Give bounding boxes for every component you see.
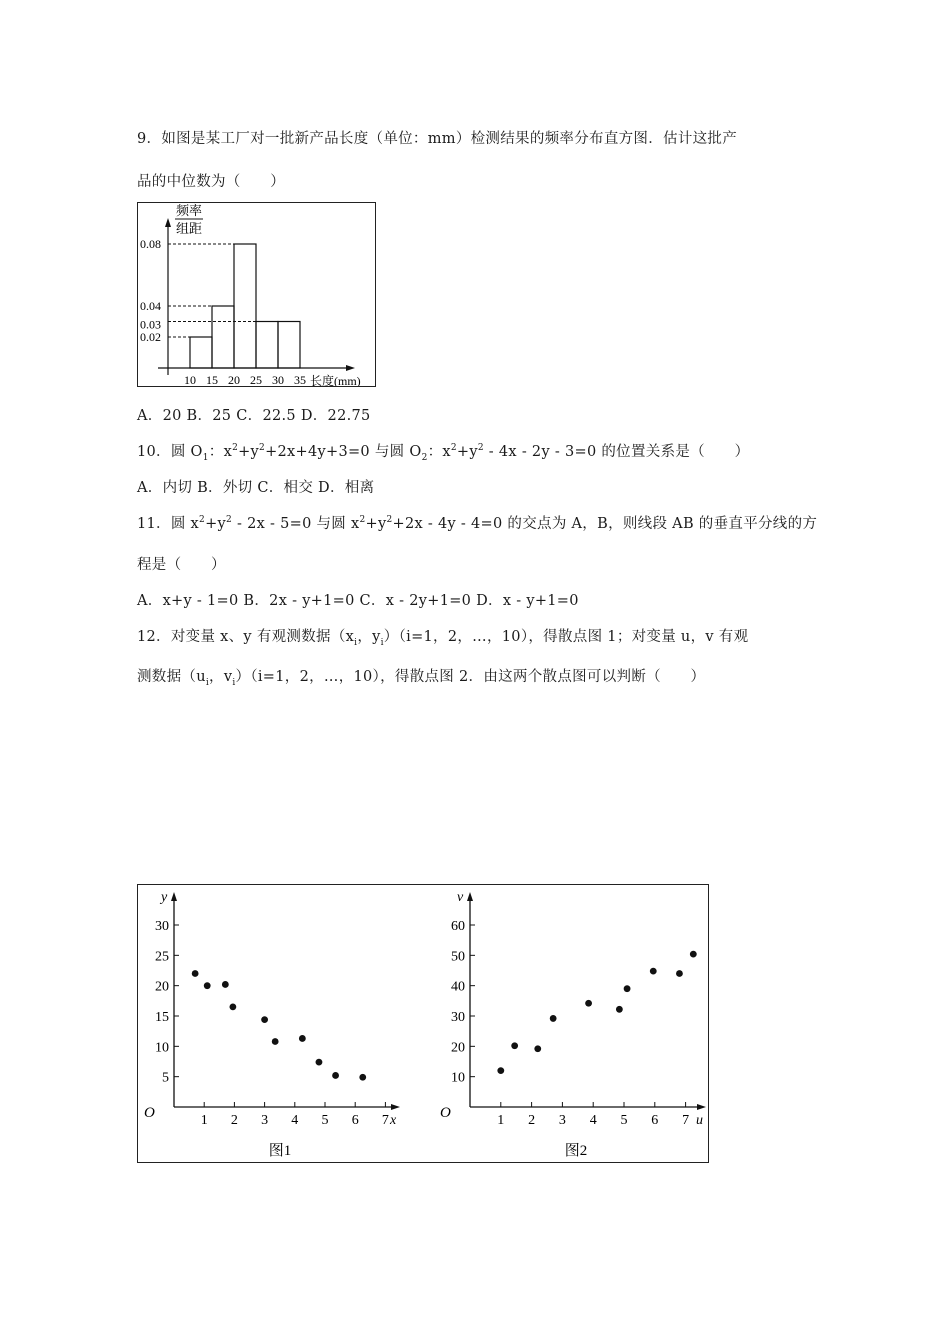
- q10-line: [137, 440, 749, 463]
- scatter1-ytick-0: 5: [162, 1070, 169, 1086]
- scatter1-xtick-2: 3: [261, 1113, 269, 1128]
- scatter2-point-8: [676, 970, 683, 977]
- q11-sup-d: 2: [386, 515, 393, 526]
- scatter1-xtick-3: 4: [291, 1113, 299, 1128]
- scatter2-xtick-2: 3: [558, 1113, 566, 1128]
- hist-xlabel: 长度(mm): [310, 374, 361, 386]
- q10-options: A．内切 B．外切 C．相交 D．相离: [137, 480, 375, 496]
- q11-text-a: 11．圆 x: [137, 516, 200, 532]
- histogram-figure: [137, 202, 376, 387]
- scatter-charts: [138, 885, 708, 1162]
- scatter1-ytick-5: 30: [155, 919, 169, 934]
- hist-ytick-2: 0.03: [140, 317, 161, 332]
- scatter1-ytick-4: 25: [155, 949, 169, 965]
- scatter2-xtick-1: 2: [528, 1113, 536, 1128]
- q10-text-b: ：x: [208, 444, 233, 460]
- scatter2-y-arrow: [467, 892, 473, 901]
- scatter1-xtick-6: 7: [381, 1113, 389, 1128]
- hist-ylabel-top: 频率: [176, 203, 203, 218]
- scatter2-ytick-5: 60: [451, 919, 465, 934]
- hist-ytick-3: 0.02: [140, 330, 161, 344]
- q10-text-e: ：x: [427, 444, 451, 460]
- scatter1-ytick-3: 20: [155, 979, 169, 995]
- scatter2-ytick-3: 40: [451, 979, 465, 995]
- scatter2-ylabel: v: [457, 890, 464, 905]
- scatter1-point-4: [261, 1016, 268, 1023]
- scatter1-xlabel: x: [390, 1113, 397, 1128]
- scatter2-ytick-2: 30: [451, 1010, 465, 1025]
- scatter1-point-6: [299, 1035, 306, 1042]
- scatter1-ytick-1: 10: [155, 1040, 169, 1056]
- scatter1-xtick-1: 2: [230, 1113, 238, 1128]
- scatter1-point-3: [229, 1004, 236, 1011]
- hist-xtick-5: 35: [294, 373, 306, 386]
- q11-line2: 程是（ ）: [137, 557, 226, 573]
- hist-xtick-3: 25: [250, 373, 262, 386]
- q10-sup-a: 2: [232, 443, 239, 454]
- q12-sub-c: i: [205, 677, 210, 688]
- q12-text-a: 12．对变量 x、y 有观测数据（x: [137, 629, 355, 645]
- scatter1-point-5: [272, 1038, 279, 1045]
- hist-y-arrow: [165, 218, 171, 227]
- q9-line1: 9．如图是某工厂对一批新产品长度（单位：mm）检测结果的频率分布直方图．估计这批产: [137, 131, 738, 147]
- scatter1-origin: O: [144, 1105, 155, 1121]
- q11-text-b: +y: [205, 516, 227, 532]
- scatter-figure: [137, 884, 709, 1163]
- hist-xtick-0: 10: [184, 373, 196, 386]
- scatter1-point-0: [192, 970, 199, 977]
- hist-bar-4: [278, 322, 300, 369]
- scatter2-point-6: [624, 985, 631, 992]
- q12-sub-a: i: [354, 637, 358, 648]
- q9-line2: 品的中位数为（ ）: [137, 174, 285, 190]
- scatter1-title: 图1: [268, 1143, 292, 1159]
- histogram-chart: [138, 203, 375, 386]
- scatter2-x-arrow: [697, 1104, 706, 1110]
- scatter1-point-7: [316, 1059, 323, 1066]
- q12-text-f: ）（i=1，2，…，10），得散点图 2．由这两个散点图可以判断（ ）: [235, 669, 706, 685]
- q10-sup-d: 2: [477, 443, 484, 454]
- q9-options: A．20 B．25 C．22.5 D．22.75: [137, 408, 371, 424]
- scatter2-xlabel: u: [696, 1113, 703, 1128]
- scatter2-ytick-4: 50: [451, 949, 465, 965]
- q11-text-e: +2x - 4y - 4=0 的交点为 A，B，则线段 AB 的垂直平分线的方: [392, 516, 818, 532]
- scatter1-point-2: [222, 981, 229, 988]
- scatter2-point-1: [511, 1042, 518, 1049]
- scatter-panel-2: [440, 890, 706, 1159]
- q12-text-c: ）（i=1，2，…，10），得散点图 1；对变量 u，v 有观: [383, 629, 749, 645]
- scatter2-point-5: [616, 1006, 623, 1013]
- scatter2-title: 图2: [564, 1143, 588, 1159]
- scatter2-ytick-0: 10: [451, 1070, 465, 1086]
- q11-sup-b: 2: [226, 515, 233, 526]
- q10-sup-c: 2: [450, 443, 457, 454]
- q10-text-d: +2x+4y+3=0 与圆 O: [265, 444, 422, 460]
- q11-sup-c: 2: [359, 515, 366, 526]
- scatter2-xtick-6: 7: [682, 1113, 690, 1128]
- scatter2-xtick-4: 5: [620, 1113, 628, 1128]
- q10-text-g: - 4x - 2y - 3=0 的位置关系是（ ）: [483, 444, 750, 460]
- scatter2-point-7: [650, 968, 657, 975]
- scatter2-point-4: [585, 1000, 592, 1007]
- q10-sub1: 1: [202, 452, 209, 463]
- hist-x-arrow: [346, 365, 355, 371]
- q12-line2: [137, 665, 705, 688]
- hist-ytick-0: 0.08: [140, 237, 161, 251]
- scatter2-point-0: [497, 1067, 504, 1074]
- hist-bar-1: [212, 306, 234, 368]
- scatter2-xtick-5: 6: [651, 1113, 659, 1128]
- hist-ylabel-bottom: 组距: [176, 221, 203, 236]
- q12-sub-d: i: [232, 677, 236, 688]
- scatter1-xtick-5: 6: [351, 1113, 359, 1128]
- scatter-panel-1: [144, 890, 400, 1159]
- hist-ytick-1: 0.04: [140, 299, 161, 313]
- q12-sub-b: i: [380, 637, 384, 648]
- q12-line1: [137, 625, 748, 648]
- scatter2-ytick-1: 20: [451, 1040, 465, 1056]
- scatter1-ytick-2: 15: [155, 1010, 169, 1025]
- q11-options: A．x+y - 1=0 B．2x - y+1=0 C．x - 2y+1=0 D．x - y+1=0: [137, 593, 579, 609]
- q10-text-c: +y: [238, 444, 260, 460]
- hist-xtick-2: 20: [228, 373, 240, 386]
- scatter2-point-2: [534, 1045, 541, 1052]
- hist-bar-2: [234, 244, 256, 368]
- scatter1-y-arrow: [171, 892, 177, 901]
- scatter2-point-9: [690, 951, 697, 958]
- hist-xtick-1: 15: [206, 373, 218, 386]
- q11-text-d: +y: [365, 516, 387, 532]
- scatter1-ylabel: y: [161, 890, 168, 905]
- q11-text-c: - 2x - 5=0 与圆 x: [232, 516, 360, 532]
- scatter1-x-arrow: [391, 1104, 400, 1110]
- q10-sup-b: 2: [259, 443, 266, 454]
- q10-text-a: 10．圆 O: [137, 444, 203, 460]
- q10-text-f: +y: [456, 444, 478, 460]
- scatter1-point-8: [332, 1072, 339, 1079]
- scatter1-xtick-4: 5: [321, 1113, 329, 1128]
- q12-text-b: ，y: [357, 629, 381, 645]
- q12-text-e: ，v: [209, 669, 233, 685]
- scatter2-origin: O: [440, 1105, 451, 1121]
- scatter2-xtick-0: 1: [497, 1113, 505, 1128]
- scatter1-point-9: [359, 1074, 366, 1081]
- scatter1-point-1: [204, 982, 211, 989]
- scatter1-xtick-0: 1: [200, 1113, 208, 1128]
- scatter2-xtick-3: 4: [589, 1113, 597, 1128]
- q11-line1: [137, 512, 817, 533]
- q11-sup-a: 2: [199, 515, 206, 526]
- q12-text-d: 测数据（u: [137, 669, 206, 685]
- hist-bar-3: [256, 322, 278, 369]
- hist-xtick-4: 30: [272, 373, 284, 386]
- scatter2-point-3: [550, 1015, 557, 1022]
- q10-sub2: 2: [421, 452, 428, 463]
- hist-bar-0: [190, 337, 212, 368]
